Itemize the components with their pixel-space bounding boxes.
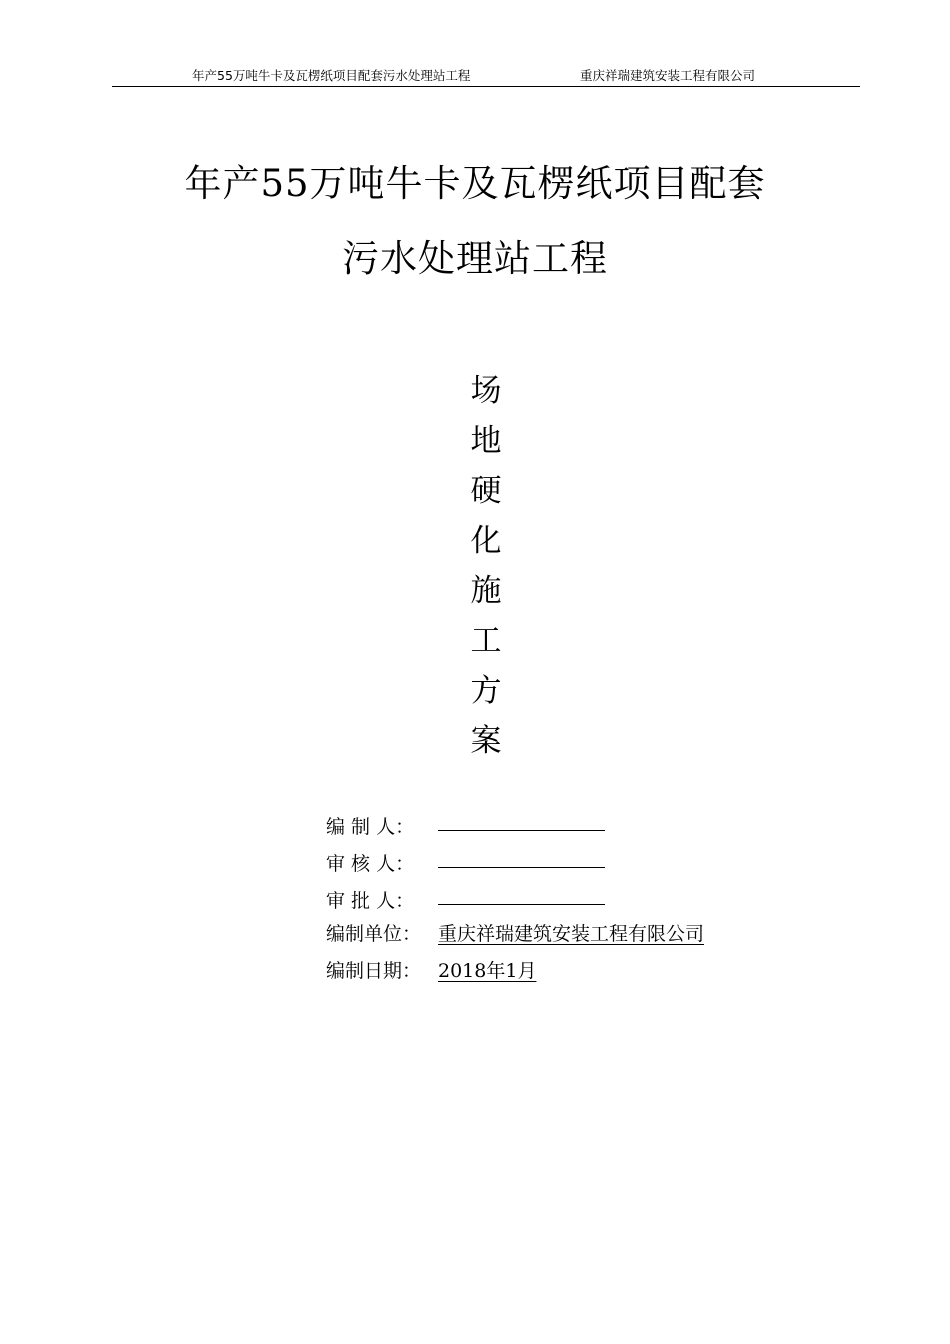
subtitle-char: 工 [470, 623, 502, 659]
subtitle-char: 案 [470, 723, 502, 759]
subtitle-char: 场 [470, 373, 502, 409]
approver-label: 审 批 人： [326, 890, 415, 912]
subtitle-char: 方 [470, 673, 502, 709]
unit-value: 重庆祥瑞建筑安装工程有限公司 [438, 923, 705, 945]
date-row [326, 956, 704, 993]
approver-blank-line [438, 882, 605, 905]
reviewer-label: 审 核 人： [326, 853, 415, 875]
reviewer-row [326, 845, 704, 882]
header-company-name: 重庆祥瑞建筑安装工程有限公司 [580, 68, 756, 83]
preparer-label: 编 制 人： [326, 816, 415, 838]
subtitle-char: 施 [470, 573, 502, 609]
preparer-row [326, 808, 704, 845]
document-subtitle-vertical [462, 366, 510, 766]
document-info-block [326, 808, 704, 993]
reviewer-blank-line [438, 845, 605, 868]
subtitle-char: 地 [470, 423, 502, 459]
document-title-line-2: 污水处理站工程 [342, 237, 608, 280]
subtitle-char: 硬 [470, 473, 502, 509]
page-header [112, 62, 860, 87]
approver-row [326, 882, 704, 919]
date-label: 编制日期： [326, 960, 422, 982]
header-project-name: 年产55万吨牛卡及瓦楞纸项目配套污水处理站工程 [192, 68, 471, 83]
unit-label: 编制单位： [326, 923, 422, 945]
subtitle-char: 化 [470, 523, 502, 559]
unit-row [326, 919, 704, 956]
date-value: 2018年1月 [438, 960, 537, 982]
preparer-blank-line [438, 808, 605, 831]
document-title-line-1: 年产55万吨牛卡及瓦楞纸项目配套 [184, 162, 766, 205]
